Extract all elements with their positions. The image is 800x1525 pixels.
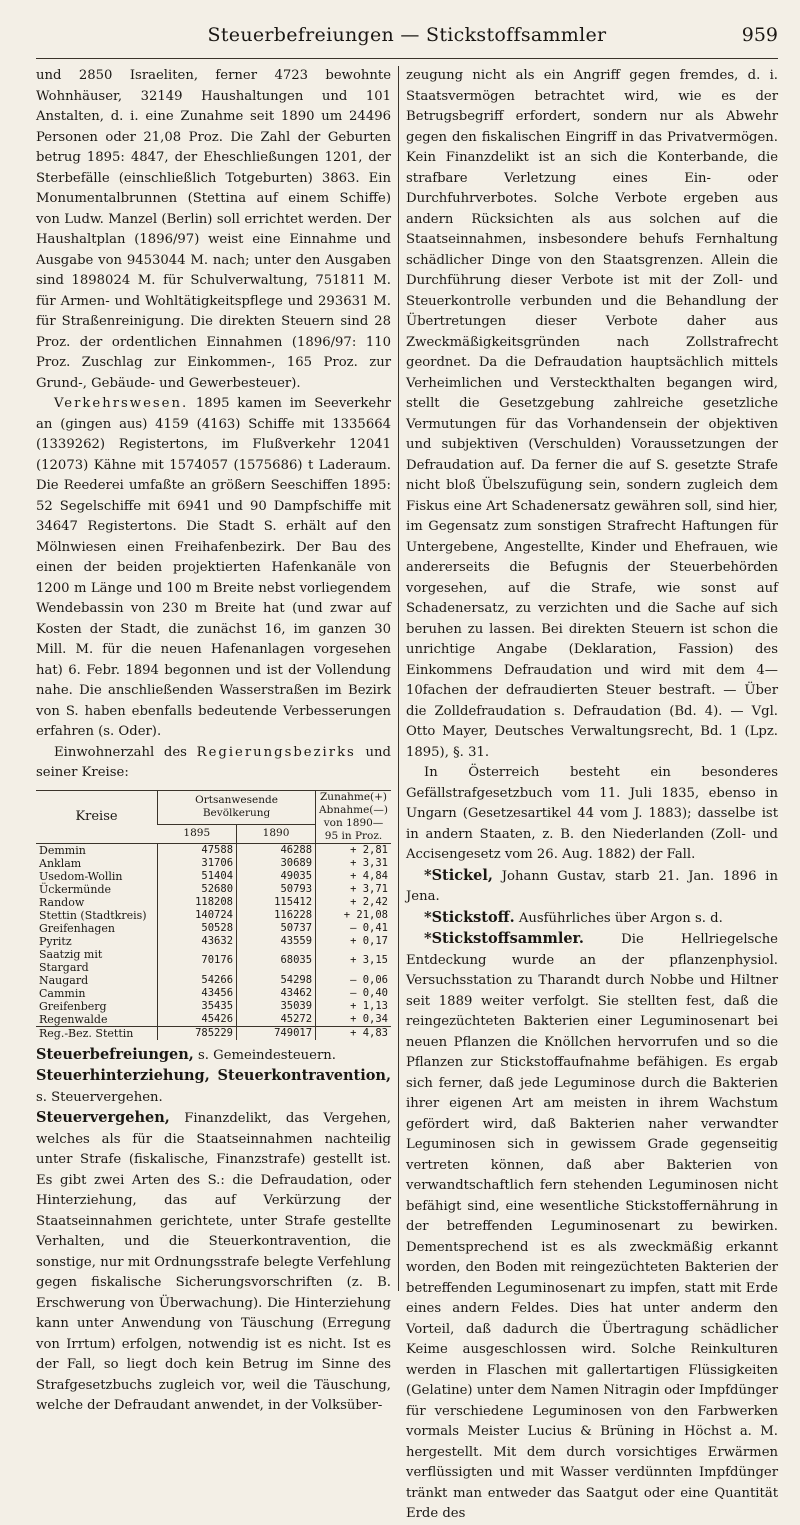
cell-1890: 35039: [237, 1000, 316, 1013]
entry-stickel: [406, 866, 778, 908]
cell-change: + 2,42: [316, 896, 391, 909]
cell-1890: 50793: [237, 883, 316, 896]
entry-steuerhinterziehung: [36, 1066, 391, 1108]
cell-1895: 31706: [158, 857, 237, 870]
headword: *Stickstoff.: [424, 908, 515, 926]
cell-1890: 68035: [237, 948, 316, 974]
cell-name: Regenwalde: [39, 1012, 108, 1026]
cell-name: Greifenberg: [39, 999, 107, 1013]
table-row: [36, 1000, 391, 1013]
table-row: [36, 909, 391, 922]
paragraph-table-intro: [36, 743, 391, 784]
right-column: [406, 66, 778, 1525]
headword: Steuerbefreiungen,: [36, 1045, 194, 1063]
header-rule: [36, 58, 778, 59]
running-title: Steuerbefreiungen — Stickstoffsammler: [207, 24, 607, 46]
paragraph-verkehrswesen: [36, 394, 391, 743]
headword: *Stickstoffsammler.: [424, 930, 584, 947]
cell-1895: 785229: [158, 1026, 237, 1040]
cell-1890: 43462: [237, 987, 316, 1000]
cell-change: — 0,06: [316, 974, 391, 987]
table-row: [36, 935, 391, 948]
th-1895: 1895: [158, 825, 237, 843]
text-verkehrswesen: 1895 kamen im Seeverkehr an (gingen aus) 4159 (4163) Schiffe mit 1335664 (1339262) Registertons, im Flußverkehr 12041 (12073) Kähne mit 1574057 (1575686) t Laderaum. Die Reederei umfaßte an größern Seeschiffen 1895: 52 Segelschiffe mit 6941 und 90 Dampfschiffe mit 34647 Registertons. Die Stadt S. erhält auf den Mölnwiesen einen Freihafenbezirk. Der Bau des einen der beiden projektierten Hafenkanäle von 1200 m Länge und 100 m Breite nebst vorliegendem Wendebassin von 230 m Breite hat (und zwar auf Kosten der Stadt, die zunächst 16, im ganzen 30 Mill. M. für die neuen Hafenanlagen vorgesehen hat) 6. Febr. 1894 begonnen und ist der Vollendung nahe. Die anschließenden Wasserstraßen im Bezirk von S. haben ebenfalls bedeutende Verbesserungen erfahren (s. Oder).: [36, 396, 391, 739]
th-population: Ortsanwesende Bevölkerung: [158, 790, 316, 825]
cell-change: + 3,71: [316, 883, 391, 896]
cell-name: Naugard: [39, 973, 89, 987]
table-row-total: [36, 1026, 391, 1040]
cell-change: + 3,31: [316, 857, 391, 870]
page-header: [36, 24, 778, 50]
paragraph-steuervergehen-cont: zeugung nicht als ein Angriff gegen fremdes, d. i. Staatsvermögen betrachtet wird, wie es der Betrugsbegriff erfordert, sondern nur als Abwehr gegen den fiskalischen Eingriff in das Privatvermögen. Kein Finanzdelikt ist an sich die Konterbande, die strafbare Verletzung eines Ein- oder Durchfuhrverbotes. Solche Verbote ergeben aus andern Rücksichten als aus solchen auf die Staatseinnahmen, insbesondere behufs Fernhaltung schädlicher Dinge von den Staatsgrenzen. Allein die Durchführung dieser Verbote ist mit der Zoll- und Steuerkontrolle verbunden und die Behandlung der Übertretungen dieser Verbote daher aus Zweckmäßigkeitsgründen nach Zollstrafrecht geordnet. Da die Defraudation hauptsächlich mittels Verheimlichen und Versteckthalten begangen wird, stellt die Gesetzgebung zahlreiche gesetzliche Vermutungen für das Vorhandensein der objektiven und subjektiven (Verschulden) Voraussetzungen der Defraudation auf. Da ferner die auf S. gesetzte Strafe nicht bloß Übelszufügung sein, sondern zugleich dem Fiskus eine Art Schadenersatz gewähren soll, sind hier, im Gegensatz zum sonstigen Strafrecht Haftungen für Untergebene, Angestellte, Kinder und Ehefrauen, wie andererseits die Befugnis der Steuerbehörden vorgesehen, auf die Strafe, wie sonst auf Schadenersatz, zu verzichten und die Sache auf sich beruhen zu lassen. Bei direkten Steuern ist schon die unrichtige Angabe (Deklaration, Fassion) des Einkommens Defraudation und wird mit dem 4—10fachen der defraudierten Steuer bestraft. — Über die Zolldefraudation s. Defraudation (Bd. 4). — Vgl. Otto Mayer, Deutsches Verwaltungsrecht, Bd. 1 (Lpz. 1895), §. 31.: [406, 68, 778, 760]
cell-name: Cammin: [39, 986, 86, 1000]
paragraph-stettin-population: und 2850 Israeliten, ferner 4723 bewohnte Wohnhäuser, 32149 Haushaltungen und 101 Anstalten, d. i. eine Zunahme seit 1890 um 24496 Personen oder 21,08 Proz. Die Zahl der Geburten betrug 1895: 4847, der Eheschließungen 1201, der Sterbefälle (einschließlich Totgeburten) 3863. Ein Monumentalbrunnen (Stettina auf einem Schiffe) von Ludw. Manzel (Berlin) soll errichtet werden. Der Haushaltplan (1896/97) weist eine Einnahme und Ausgabe von 9453044 M. nach; unter den Ausgaben sind 1898024 M. für Schulverwaltung, 751811 M. für Armen- und Wohltätigkeitspflege und 293631 M. für Straßenreinigung. Die direkten Steuern sind 28 Proz. der ordentlichen Einnahmen (1896/97: 110 Proz. Zuschlag zur Einkommen-, 165 Proz. zur Grund-, Gebäude- und Gewerbesteuer).: [36, 68, 391, 391]
cell-change: + 0,17: [316, 935, 391, 948]
cell-name: Ückermünde: [39, 882, 112, 896]
cell-change: + 1,13: [316, 1000, 391, 1013]
entry-steuerbefreiungen: [36, 1045, 391, 1067]
cell-1895: 52680: [158, 883, 237, 896]
cell-change: — 0,40: [316, 987, 391, 1000]
table-row: [36, 948, 391, 974]
cell-1895: 70176: [158, 948, 237, 974]
cell-1890: 116228: [237, 909, 316, 922]
headword: Steuervergehen,: [36, 1109, 170, 1126]
cell-name: Demmin: [39, 843, 86, 857]
cell-1890: 46288: [237, 843, 316, 857]
table-row: [36, 843, 391, 857]
table-row: [36, 987, 391, 1000]
cell-name: Greifenhagen: [39, 921, 116, 935]
cell-name: Reg.-Bez. Stettin: [36, 1026, 158, 1040]
entry-text: s. Steuervergehen.: [36, 1089, 163, 1105]
cell-change: + 4,83: [316, 1026, 391, 1040]
cell-name: Stettin (Stadtkreis): [39, 908, 147, 922]
table-intro-c: und seiner Kreise:: [36, 744, 391, 780]
entry-text: Ausführliches über Argon s. d.: [514, 910, 723, 926]
cell-change: + 4,84: [316, 870, 391, 883]
headword: *Stickel,: [424, 866, 493, 884]
cell-change: + 3,15: [316, 948, 391, 974]
lead-verkehrswesen: Verkehrswesen.: [54, 396, 189, 411]
cell-1895: 51404: [158, 870, 237, 883]
population-table: [36, 790, 391, 1040]
cell-1895: 35435: [158, 1000, 237, 1013]
cell-change: + 2,81: [316, 843, 391, 857]
table-row: [36, 883, 391, 896]
cell-1895: 118208: [158, 896, 237, 909]
th-change: Zunahme(+) Abnahme(—) von 1890—95 in Proz.: [316, 790, 391, 843]
cell-change: — 0,41: [316, 922, 391, 935]
cell-1890: 50737: [237, 922, 316, 935]
table-intro-a: Einwohnerzahl des: [54, 744, 197, 760]
cell-1895: 45426: [158, 1013, 237, 1027]
table-row: [36, 974, 391, 987]
entry-text: s. Gemeindesteuern.: [193, 1047, 336, 1063]
page-number: 959: [741, 24, 778, 46]
cell-1895: 43456: [158, 987, 237, 1000]
th-kreise: Kreise: [36, 790, 158, 843]
table-row: [36, 857, 391, 870]
cell-change: + 21,08: [316, 909, 391, 922]
table-row: [36, 870, 391, 883]
entry-text: Johann Gustav, starb 21. Jan. 1896 in Jena.: [406, 868, 778, 904]
headword: Steuerhinterziehung, Steuerkontravention,: [36, 1067, 391, 1084]
cell-1890: 749017: [237, 1026, 316, 1040]
cell-1895: 140724: [158, 909, 237, 922]
cell-1895: 47588: [158, 843, 237, 857]
th-1890: 1890: [237, 825, 316, 843]
cell-name: Anklam: [39, 856, 82, 870]
entry-stickstoffsammler: [406, 929, 778, 1525]
cell-1890: 45272: [237, 1013, 316, 1027]
cell-name: Pyritz: [39, 934, 72, 948]
cell-1895: 54266: [158, 974, 237, 987]
paragraph-oesterreich: In Österreich besteht ein besonderes Gefällstrafgesetzbuch vom 11. Juli 1835, ebenso in Ungarn (Gesetzesartikel 44 vom J. 1883); dasselbe ist in andern Staaten, z. B. den Niederlanden (Zoll- und Accisengesetz vom 26. Aug. 1882) der Fall.: [406, 765, 778, 862]
cell-name: Saatzig mit Stargard: [39, 947, 103, 974]
table-row: [36, 896, 391, 909]
cell-name: Usedom-Wollin: [39, 869, 123, 883]
cell-change: + 0,34: [316, 1013, 391, 1027]
cell-1890: 54298: [237, 974, 316, 987]
column-divider: [398, 66, 399, 1291]
entry-steuervergehen: [36, 1108, 391, 1417]
cell-name: Randow: [39, 895, 85, 909]
entry-text: Finanzdelikt, das Vergehen, welches als für die Staatseinnahmen nachteilig unter Strafe (fiskalische, Finanzstrafe) gestellt ist. Es gibt zwei Arten des S.: die Defraudation, oder Hinterziehung, das auf Verkürzung der Staatseinnahmen gerichtete, unter Strafe gestellte Verhalten, und die Steuerkontravention, die sonstige, nur mit Ordnungsstrafe belegte Verfehlung gegen fiskalische Sicherungsvorschriften (z. B. Erschwerung von Überwachung). Die Hinterziehung kann unter Anwendung von Täuschung (Erregung von Irrtum) erfolgen, notwendig ist es nicht. Ist es der Fall, so liegt doch kein Betrug im Sinne des Strafgesetzbuchs zugleich vor, weil die Täuschung, welche der Defraudant anwendet, in der Volksüber-: [36, 1111, 391, 1413]
table-row: [36, 922, 391, 935]
cell-1890: 30689: [237, 857, 316, 870]
table-intro-b: Regierungsbezirks: [196, 744, 356, 760]
cell-1890: 43559: [237, 935, 316, 948]
cell-1895: 43632: [158, 935, 237, 948]
cell-1890: 49035: [237, 870, 316, 883]
cell-1890: 115412: [237, 896, 316, 909]
left-column: [36, 66, 391, 1417]
entry-text: Die Hellriegelsche Entdeckung wurde an der pflanzenphysiol. Versuchsstation zu Tharandt durch Nobbe und Hiltner seit 1889 weiter verfolgt. Sie stellten fest, daß die reingezüchteten Bakterien einer Leguminosenart bei neuen Pflanzen die Knöllchen hervorrufen und so die Pflanzen zur Stickstoffaufnahme befähigen. Es ergab sich ferner, daß jede Leguminose durch die Bakterien ihrer eigenen Art am meisten in ihrem Wachstum gefördert wird, daß Bakterien naher verwandter Leguminosen sich in gewissem Grade gegenseitig vertreten können, daß aber Bakterien von verwandtschaftlich fern stehenden Leguminosen nicht befähigt sind, eine wesentliche Stickstoffernährung in der betreffenden Leguminosenart zu bewirken. Dementsprechend ist es als zweckmäßig erkannt worden, den Boden mit reingezüchteten Bakterien der betreffenden Leguminosenart zu impfen, statt mit Erde eines andern Feldes. Dies hat unter anderm den Vorteil, daß dadurch die Übertragung schädlicher Keime ausgeschlossen wird. Solche Reinkulturen werden in Flaschen mit gallertartigen Flüssigkeiten (Gelatine) unter dem Namen Nitragin oder Impfdünger für verschiedene Leguminosen von den Farbwerken vormals Meister Lucius & Brüning in Höchst a. M. hergestellt. Mit dem durch vorsichtiges Erwärmen verflüssigten und mit Wasser verdünnten Impfdünger tränkt man entweder das Saatgut oder eine Quantität Erde des: [406, 932, 778, 1521]
table-row: [36, 1013, 391, 1027]
cell-1895: 50528: [158, 922, 237, 935]
entry-stickstoff: [406, 908, 778, 930]
